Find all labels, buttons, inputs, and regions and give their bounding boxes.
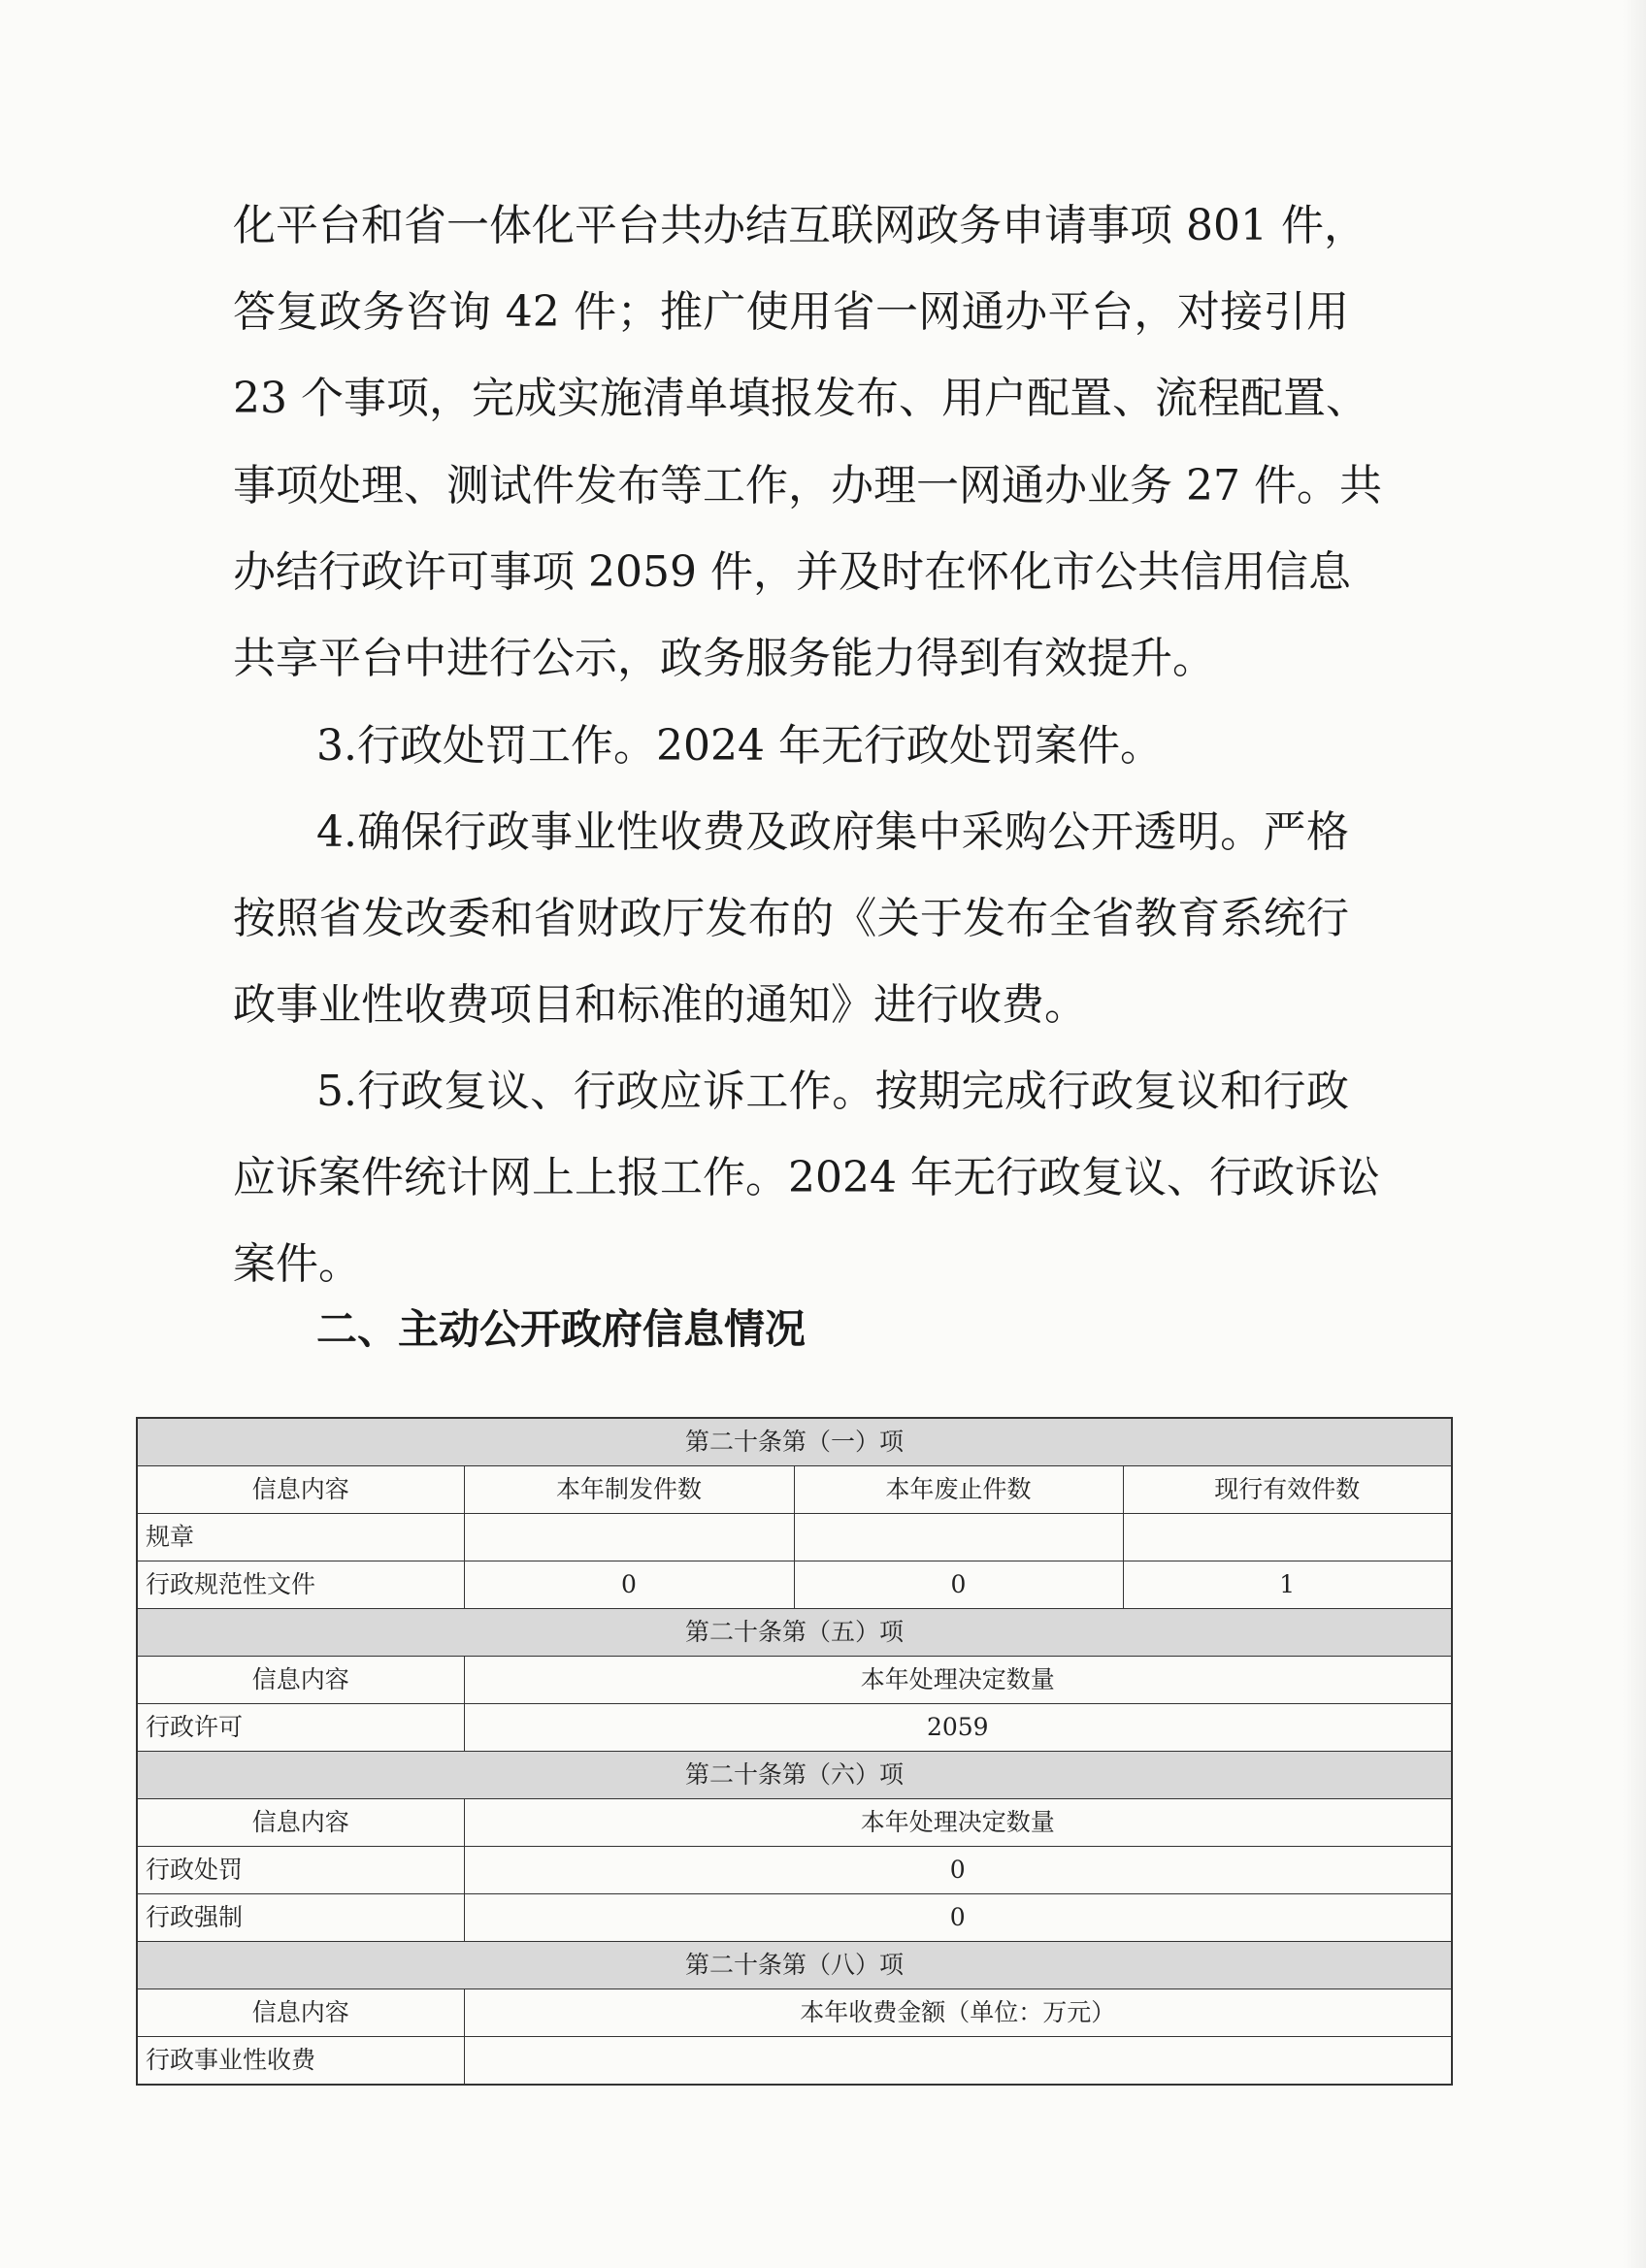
value-cell: 0 [794, 1561, 1123, 1609]
value-cell: 1 [1123, 1561, 1452, 1609]
row-label: 行政事业性收费 [137, 2037, 464, 2086]
text-line: 事项处理、测试件发布等工作，办理一网通办业务 27 件。共 [233, 461, 1382, 510]
info-disclosure-table [136, 1417, 1453, 2086]
text-line: 化平台和省一体化平台共办结互联网政务申请事项 801 件， [233, 201, 1366, 250]
section-title: 第二十条第（一）项 [137, 1418, 1452, 1466]
row-label: 行政强制 [137, 1894, 464, 1942]
value-cell: 0 [464, 1847, 1452, 1894]
section-row [137, 1418, 1452, 1466]
section-row [137, 1942, 1452, 1989]
value-cell [464, 2037, 1452, 2086]
text-line: 按照省发改委和省财政厅发布的《关于发布全省教育系统行 [233, 894, 1349, 943]
value-cell: 2059 [464, 1704, 1452, 1752]
table-row [137, 1561, 1452, 1609]
table-row [137, 1847, 1452, 1894]
header-cell: 现行有效件数 [1123, 1466, 1452, 1514]
text-line: 4.确保行政事业性收费及政府集中采购公开透明。严格 [316, 807, 1349, 857]
section-title: 第二十条第（六）项 [137, 1752, 1452, 1799]
text-line: 23 个事项，完成实施清单填报发布、用户配置、流程配置、 [233, 374, 1368, 423]
text-line: 3.行政处罚工作。2024 年无行政处罚案件。 [316, 721, 1163, 771]
text-line: 答复政务咨询 42 件；推广使用省一网通办平台，对接引用 [233, 287, 1349, 337]
section-row [137, 1752, 1452, 1799]
table-row [137, 1704, 1452, 1752]
header-cell: 本年处理决定数量 [464, 1799, 1452, 1847]
header-row [137, 1466, 1452, 1514]
header-row [137, 1989, 1452, 2037]
table-row [137, 2037, 1452, 2086]
section-heading: 二、主动公开政府信息情况 [316, 1305, 807, 1353]
row-label: 规章 [137, 1514, 464, 1561]
header-cell: 本年制发件数 [464, 1466, 794, 1514]
value-cell: 0 [464, 1561, 794, 1609]
text-line: 政事业性收费项目和标准的通知》进行收费。 [233, 980, 1087, 1030]
table-row [137, 1514, 1452, 1561]
header-row [137, 1657, 1452, 1704]
value-cell [464, 1514, 794, 1561]
text-line: 共享平台中进行公示，政务服务能力得到有效提升。 [233, 634, 1215, 683]
section-title: 第二十条第（五）项 [137, 1609, 1452, 1657]
row-label: 行政规范性文件 [137, 1561, 464, 1609]
section-title: 第二十条第（八）项 [137, 1942, 1452, 1989]
header-cell: 信息内容 [137, 1466, 464, 1514]
text-line: 办结行政许可事项 2059 件，并及时在怀化市公共信用信息 [233, 547, 1351, 597]
header-cell: 本年废止件数 [794, 1466, 1123, 1514]
header-cell: 本年处理决定数量 [464, 1657, 1452, 1704]
section-row [137, 1609, 1452, 1657]
text-line: 5.行政复议、行政应诉工作。按期完成行政复议和行政 [316, 1067, 1349, 1116]
value-cell [794, 1514, 1123, 1561]
row-label: 行政许可 [137, 1704, 464, 1752]
text-line: 应诉案件统计网上上报工作。2024 年无行政复议、行政诉讼 [233, 1153, 1380, 1202]
table-row [137, 1894, 1452, 1942]
header-cell: 信息内容 [137, 1799, 464, 1847]
row-label: 行政处罚 [137, 1847, 464, 1894]
header-cell: 信息内容 [137, 1989, 464, 2037]
header-cell: 本年收费金额（单位：万元） [464, 1989, 1452, 2037]
scan-edge [1623, 0, 1646, 2268]
header-row [137, 1799, 1452, 1847]
header-cell: 信息内容 [137, 1657, 464, 1704]
value-cell: 0 [464, 1894, 1452, 1942]
value-cell [1123, 1514, 1452, 1561]
text-line: 案件。 [233, 1239, 361, 1289]
